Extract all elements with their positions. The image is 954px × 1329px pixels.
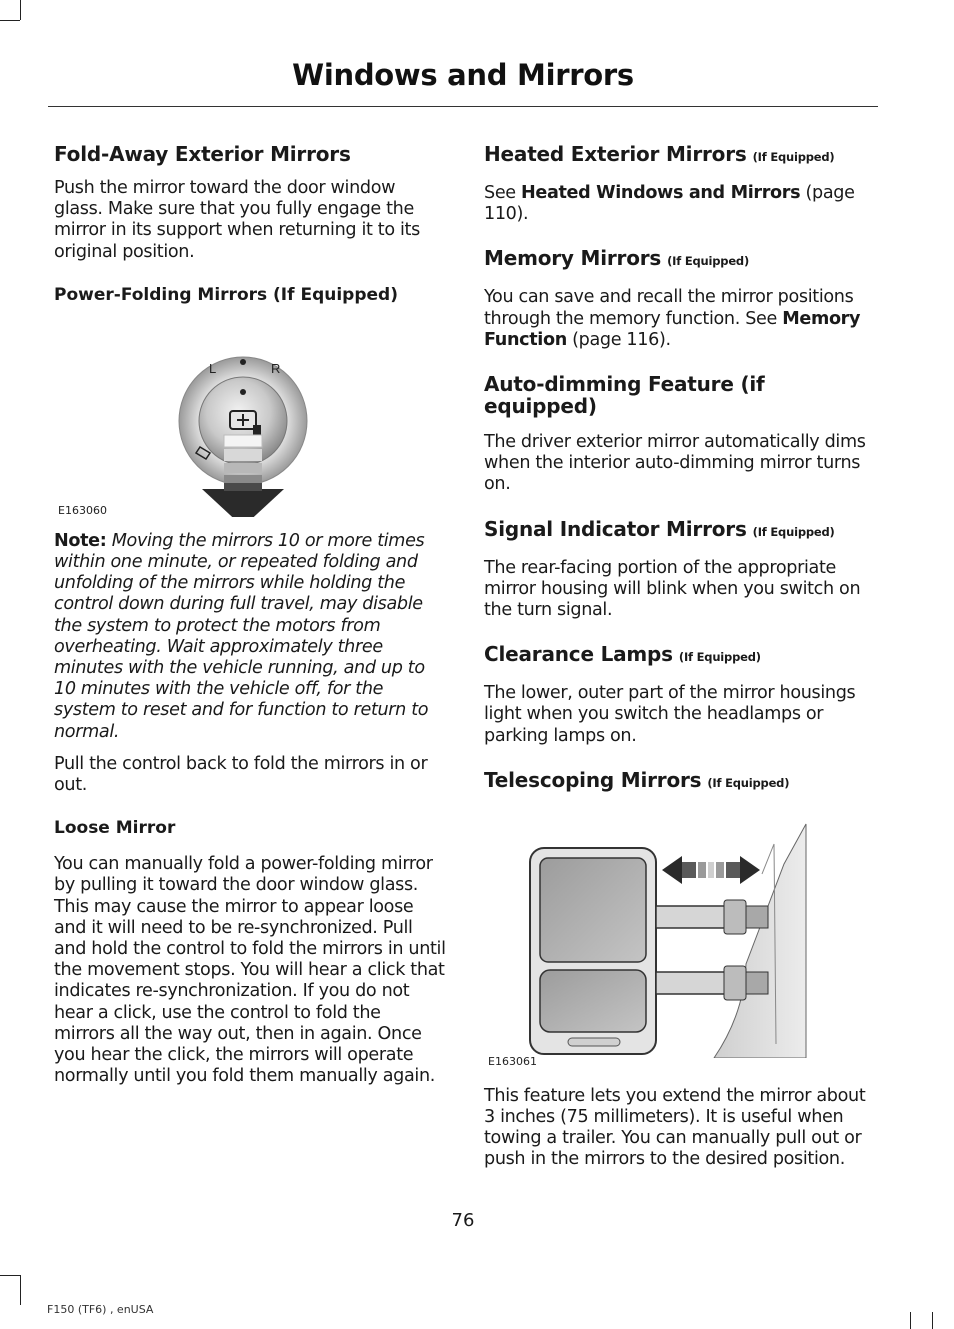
subsection-heading: Power-Folding Mirrors (If Equipped): [54, 284, 398, 305]
note-label: Note:: [54, 530, 107, 551]
document-id: F150 (TF6) , enUSA: [47, 1303, 154, 1316]
page-number: 76: [451, 1210, 475, 1231]
figure-code: E163061: [488, 1054, 537, 1068]
paragraph: The driver exterior mirror automatically dims when the interior auto-dimming mirror turns on.: [484, 432, 866, 495]
right-column: [484, 143, 876, 1187]
if-equipped-tag: (If Equipped): [752, 524, 835, 539]
paragraph: The rear-facing portion of the appropriate mirror housing will blink when you switch on the turn signal.: [484, 557, 861, 621]
paragraph: You can manually fold a power-folding mirror by pulling it toward the door window glass. This may cause the mirror to appear loose and it will need to be re-synchronized. Pull and hold the control to fold the mirrors in until the movement stops. You will hear a click that indicates re-synchronization. If you do not hear a click, use the control to fold the mirrors all the way out, then in again. Once you hear the click, the mirrors will operate normally until you fold them manually again.: [54, 854, 446, 1087]
if-equipped-tag: (If Equipped): [707, 775, 790, 790]
mirror-control-figure: [54, 317, 446, 517]
cross-reference-link[interactable]: Heated Windows and Mirrors: [521, 183, 801, 203]
figure-code: E163060: [58, 503, 107, 517]
see-text: See: [484, 183, 522, 203]
paragraph: [484, 183, 876, 225]
crop-mark: [0, 1275, 20, 1276]
paragraph: Push the mirror toward the door window glass. Make sure that you fully engage the mirror in its support when returning it to its original position.: [54, 178, 420, 262]
right-mirror-label: R: [271, 360, 281, 376]
if-equipped-tag: (If Equipped): [752, 150, 835, 164]
header-divider: [48, 106, 878, 107]
mirror-control-knob-illustration: [54, 317, 446, 517]
crop-mark: [910, 1312, 911, 1329]
crop-mark: [20, 1275, 21, 1305]
left-mirror-label: L: [209, 360, 217, 376]
clearance-lamps-title: Clearance Lamps: [484, 642, 673, 667]
paragraph: [484, 287, 876, 351]
note-paragraph: [54, 531, 446, 743]
section-heading: [484, 769, 876, 794]
page-reference: (page 110).: [484, 183, 855, 225]
memory-text: You can save and recall the mirror positions through the memory function. See: [484, 287, 854, 329]
cross-reference-link[interactable]: Memory Function: [484, 308, 861, 350]
telescoping-mirror-illustration: [484, 814, 876, 1058]
paragraph: Pull the control back to fold the mirrors in or out.: [54, 753, 428, 796]
signal-mirrors-title: Signal Indicator Mirrors: [484, 516, 747, 541]
section-heading: Fold-Away Exterior Mirrors: [54, 142, 351, 166]
page-title: Windows and Mirrors: [292, 58, 634, 92]
note-text: Moving the mirrors 10 or more times within one minute, or repeated folding and unfolding of the mirrors while holding the control down during full travel, may disable the system to protect the motors from overheating. Wait approximately three minutes with the vehicle running, and up to 10 minutes with the vehicle off, for the system to reset and for function to return to normal.: [54, 530, 429, 742]
section-heading: [484, 643, 876, 668]
crop-mark: [0, 20, 20, 21]
if-equipped-tag: (If Equipped): [678, 650, 761, 665]
crop-mark: [932, 1312, 933, 1329]
heated-mirrors-title: Heated Exterior Mirrors: [484, 142, 747, 166]
telescoping-mirrors-title: Telescoping Mirrors: [484, 767, 702, 792]
section-heading: [484, 143, 876, 168]
section-heading: [484, 518, 876, 543]
section-heading: Auto-dimming Feature (if equipped): [484, 372, 765, 419]
memory-mirrors-title: Memory Mirrors: [484, 246, 662, 271]
page-reference: (page 116).: [566, 329, 671, 350]
paragraph: The lower, outer part of the mirror housings light when you switch the headlamps or parking lamps on.: [484, 683, 856, 746]
paragraph: This feature lets you extend the mirror about 3 inches (75 millimeters). It is useful when towing a trailer. You can manually pull out or push in the mirrors to the desired position.: [484, 1085, 866, 1170]
subsection-heading: Loose Mirror: [54, 818, 176, 839]
telescoping-mirror-figure: [484, 814, 876, 1072]
if-equipped-tag: (If Equipped): [667, 254, 750, 269]
crop-mark: [20, 0, 21, 20]
section-heading: [484, 247, 876, 272]
left-column: [54, 143, 446, 1103]
